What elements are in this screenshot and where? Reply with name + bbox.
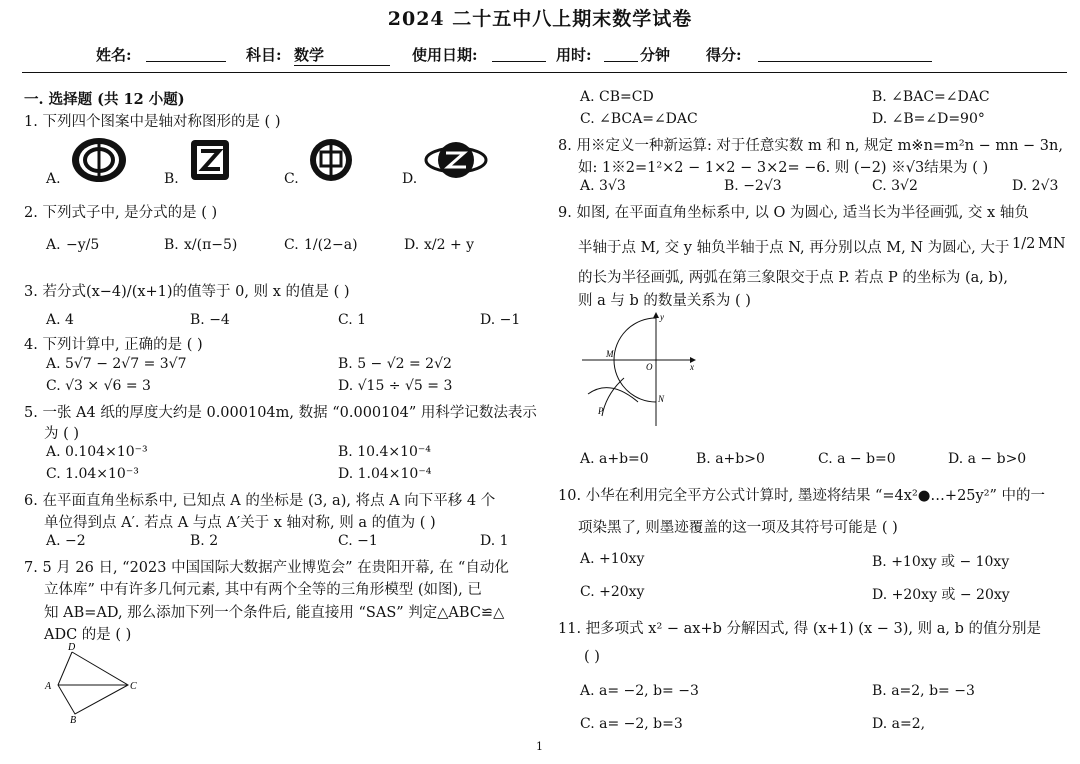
q2-opt-a: A.	[46, 237, 61, 253]
logo-d-icon	[424, 137, 488, 183]
q8-opt-c: C. 3√2	[872, 178, 918, 194]
q7-opt-d: D. ∠B=∠D=90°	[872, 111, 985, 127]
q9-half: 1/2	[1012, 236, 1036, 252]
q5-stem: 5. 一张 A4 纸的厚度大约是 0.000104m, 数据 “0.000104” 用科学记数法表示	[24, 405, 537, 421]
q10-opt-a: A. +10xy	[580, 551, 645, 567]
triangle-figure	[40, 640, 150, 724]
q3-opt-d: D. −1	[480, 312, 521, 328]
q2-stem: 2. 下列式子中, 是分式的是 ( )	[24, 205, 218, 221]
section-title: 一. 选择题 (共 12 小题)	[24, 91, 185, 108]
coordinate-figure	[576, 308, 706, 428]
q10-opt-d: D. +20xy 或 − 20xy	[872, 587, 1010, 603]
subject-value: 数学	[294, 44, 390, 66]
page-title: 2024 二十五中八上期末数学试卷	[387, 8, 693, 30]
q11-line-1: 11. 把多项式 x² − ax+b 分解因式, 得 (x+1) (x − 3), 则 a, b 的值分别是	[558, 621, 1041, 637]
q10-line-2: 项染黑了, 则墨迹覆盖的这一项及其符号可能是 ( )	[578, 520, 898, 536]
q6-opt-b: B. 2	[190, 533, 219, 549]
q9-opt-c: C. a − b=0	[818, 451, 896, 467]
time-blank	[604, 44, 638, 62]
q3-opt-c: C. 1	[338, 312, 367, 328]
q6-stem-2: 单位得到点 A′. 若点 A 与点 A′关于 x 轴对称, 则 a 的值为 ( )	[44, 515, 436, 531]
score-blank	[758, 44, 932, 62]
q7-opt-c: C. ∠BCA=∠DAC	[580, 111, 698, 127]
q10-opt-c: C. +20xy	[580, 584, 645, 600]
q2-expr-a: −y/5	[66, 237, 100, 253]
q8-opt-a: A. 3√3	[580, 178, 626, 194]
date-blank	[492, 44, 546, 62]
q5-opt-b: B. 10.4×10⁻⁴	[338, 444, 431, 460]
q4-opt-c: C. √3 × √6 = 3	[46, 378, 151, 394]
q5-stem-2: 为 ( )	[44, 426, 80, 442]
q6-opt-d: D. 1	[480, 533, 509, 549]
header-rule	[22, 72, 1067, 73]
q7-line-4: ADC 的是 ( )	[44, 627, 132, 643]
q8-opt-b: B. −2√3	[724, 178, 782, 194]
q6-opt-c: C. −1	[338, 533, 378, 549]
q2-expr-b: x/(π−5)	[184, 237, 238, 253]
fig-label-b: B	[70, 715, 77, 724]
date-label: 使用日期:	[412, 46, 478, 64]
name-label: 姓名:	[96, 46, 132, 64]
q1-opt-c: C.	[284, 171, 299, 187]
q8-line-1: 8. 用※定义一种新运算: 对于任意实数 m 和 n, 规定 m※n=m²n − mn − 3n,	[558, 138, 1063, 154]
q3-stem: 3. 若分式(x−4)/(x+1)的值等于 0, 则 x 的值是 ( )	[24, 284, 350, 300]
time-unit: 分钟	[640, 46, 671, 64]
subject-label: 科目:	[246, 46, 282, 64]
q9-opt-b: B. a+b>0	[696, 451, 765, 467]
logo-b-icon	[190, 139, 230, 181]
q8-opt-d: D. 2√3	[1012, 178, 1059, 194]
fig-label-n: N	[658, 394, 665, 404]
q11-opt-c: C. a= −2, b=3	[580, 716, 683, 732]
fig-label-m: M	[606, 349, 614, 359]
q11-opt-d: D. a=2,	[872, 716, 926, 732]
q7-line-1: 7. 5 月 26 日, “2023 中国国际大数据产业博览会” 在贵阳开幕, 在 “自动化	[24, 560, 509, 576]
q1-opt-a: A.	[46, 171, 61, 187]
fig-label-d: D	[68, 642, 76, 653]
q7-line-3: 知 AB=AD, 那么添加下列一个条件后, 能直接用 “SAS” 判定△ABC≌△	[44, 605, 505, 621]
logo-a-icon	[70, 136, 128, 184]
logo-c-icon	[308, 137, 354, 183]
q1-opt-b: B.	[164, 171, 179, 187]
q9-line-2: 半轴于点 M, 交 y 轴负半轴于点 N, 再分别以点 M, N 为圆心, 大于	[578, 240, 1010, 256]
q9-line-4: 则 a 与 b 的数量关系为 ( )	[578, 293, 751, 309]
score-label: 得分:	[706, 46, 742, 64]
q2-opt-b: B.	[164, 237, 179, 253]
q7-line-2: 立体库” 中有许多几何元素, 其中有两个全等的三角形模型 (如图), 已	[44, 582, 482, 598]
q4-stem: 4. 下列计算中, 正确的是 ( )	[24, 337, 203, 353]
q7-opt-b: B. ∠BAC=∠DAC	[872, 89, 990, 105]
q1-stem: 1. 下列四个图案中是轴对称图形的是 ( )	[24, 114, 281, 130]
q5-opt-d: D. 1.04×10⁻⁴	[338, 466, 432, 482]
q9-opt-d: D. a − b>0	[948, 451, 1027, 467]
q10-opt-b: B. +10xy 或 − 10xy	[872, 554, 1010, 570]
q6-opt-a: A. −2	[46, 533, 86, 549]
q2-expr-c: 1/(2−a)	[304, 237, 358, 253]
q9-line-2b: MN	[1038, 236, 1066, 252]
q1-opt-d: D.	[402, 171, 418, 187]
q4-opt-a: A. 5√7 − 2√7 = 3√7	[46, 356, 187, 372]
q8-line-2: 如: 1※2=1²×2 − 1×2 − 3×2= −6. 则 (−2) ※√3结果为 ( )	[578, 160, 989, 176]
q9-opt-a: A. a+b=0	[580, 451, 649, 467]
fig-label-a: A	[45, 681, 52, 692]
fig-label-o: O	[646, 362, 653, 372]
q6-stem: 6. 在平面直角坐标系中, 已知点 A 的坐标是 (3, a), 将点 A 向下平移 4 个	[24, 493, 496, 509]
q4-opt-b: B. 5 − √2 = 2√2	[338, 356, 452, 372]
q2-expr-d: x/2 + y	[424, 237, 475, 253]
q7-opt-a: A. CB=CD	[580, 89, 654, 105]
q9-line-1: 9. 如图, 在平面直角坐标系中, 以 O 为圆心, 适当长为半径画弧, 交 x 轴负	[558, 205, 1029, 221]
fig-label-x: x	[690, 362, 694, 372]
q2-opt-c: C.	[284, 237, 299, 253]
page-number: 1	[536, 740, 543, 753]
q3-opt-b: B. −4	[190, 312, 230, 328]
q5-opt-c: C. 1.04×10⁻³	[46, 466, 139, 482]
time-label: 用时:	[556, 46, 592, 64]
q2-opt-d: D.	[404, 237, 420, 253]
q3-opt-a: A. 4	[46, 312, 74, 328]
name-blank	[146, 44, 226, 62]
q9-line-3: 的长为半径画弧, 两弧在第三象限交于点 P. 若点 P 的坐标为 (a, b),	[578, 270, 1009, 286]
fig-label-c: C	[130, 681, 137, 692]
q11-opt-b: B. a=2, b= −3	[872, 683, 975, 699]
q11-line-2: ( )	[584, 649, 600, 665]
fig-label-y: y	[660, 312, 664, 322]
q11-opt-a: A. a= −2, b= −3	[580, 683, 699, 699]
q10-line-1: 10. 小华在利用完全平方公式计算时, 墨迹将结果 “=4x²●…+25y²” 中的一	[558, 488, 1046, 504]
fig-label-p: P	[598, 406, 604, 416]
q5-opt-a: A. 0.104×10⁻³	[46, 444, 148, 460]
q4-opt-d: D. √15 ÷ √5 = 3	[338, 378, 453, 394]
